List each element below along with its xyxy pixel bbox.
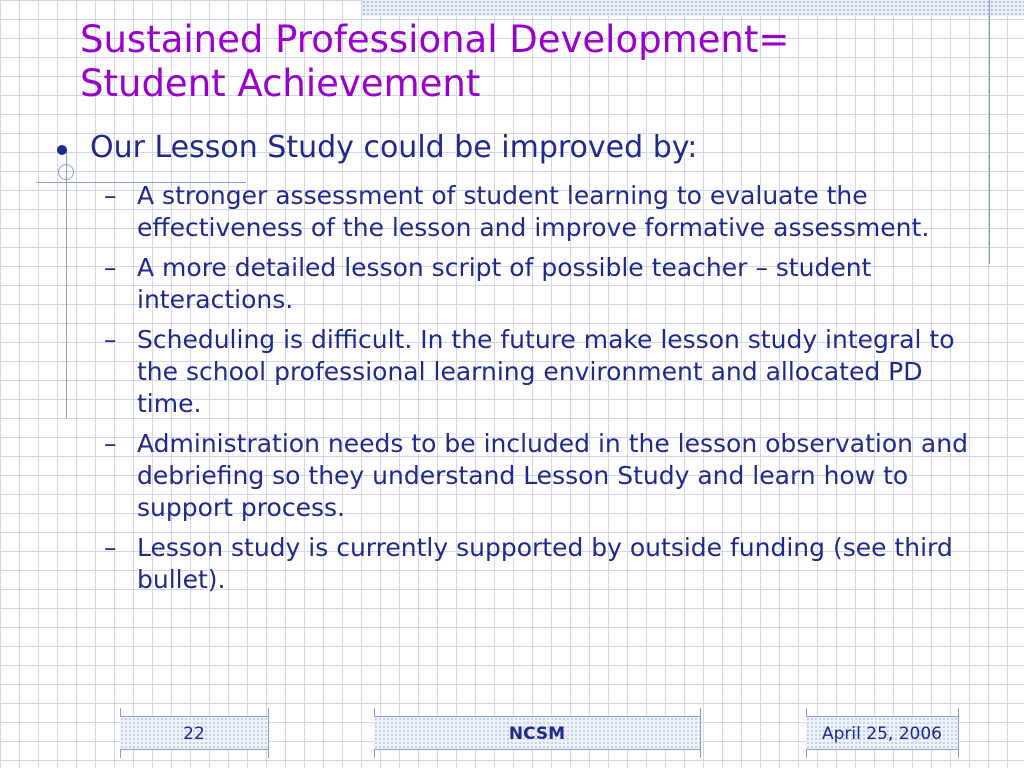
sub-bullet-item [104,180,984,244]
sub-bullet-text: Lesson study is currently supported by outside funding (see third bullet). [137,533,953,594]
dash-icon: – [104,181,117,210]
dash-icon: – [104,533,117,562]
sub-bullet-text: A more detailed lesson script of possible teacher – student interactions. [137,253,872,314]
top-dotted-band [362,0,1024,16]
slide-title [80,18,980,106]
footer-center-label: NCSM [374,716,700,750]
dash-icon: – [104,429,117,458]
dash-icon: – [104,325,117,354]
sub-bullet-item [104,428,984,524]
footer-tick [700,708,701,758]
bullet-dot-icon [57,145,67,155]
title-line-1: Sustained Professional Development= [80,18,790,61]
sub-bullet-text: Scheduling is difficult. In the future make lesson study integral to the school professional learning environment and allocated PD time. [137,325,955,418]
footer-tick [958,708,959,758]
sub-bullet-text: Administration needs to be included in the lesson observation and debriefing so they understand Lesson Study and learn how to support process. [137,429,968,522]
sub-bullet-item [104,324,984,420]
sub-bullet-list [104,180,984,604]
decorative-circle [58,164,74,180]
decorative-vertical-line-left [66,150,67,418]
sub-bullet-text: A stronger assessment of student learning to evaluate the effectiveness of the lesson and improve formative assessment. [137,181,930,242]
dash-icon: – [104,253,117,282]
decorative-vertical-line-right [989,0,990,264]
footer-date: April 25, 2006 [806,716,958,750]
sub-bullet-item [104,252,984,316]
title-line-2: Student Achievement [80,62,481,105]
footer-page-number: 22 [120,716,268,750]
sub-bullet-item [104,532,984,596]
footer-tick [268,708,269,758]
main-bullet-text: Our Lesson Study could be improved by: [90,130,698,165]
